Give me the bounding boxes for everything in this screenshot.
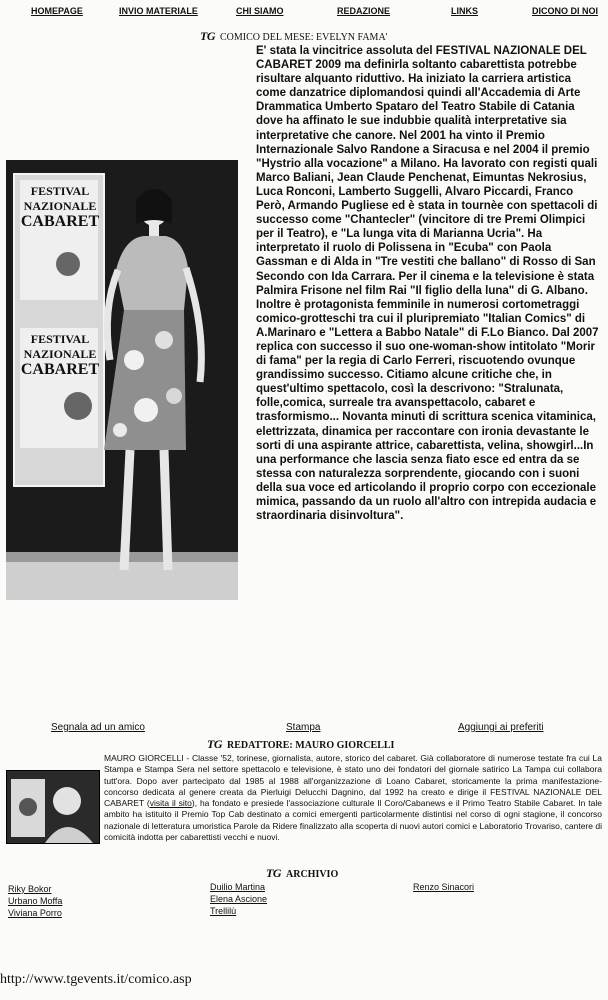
editor-illustration [7,771,99,843]
nav-chi-siamo[interactable]: CHI SIAMO [236,6,284,16]
tg-logo: TG [200,29,215,43]
archivio-header-text: ARCHIVIO [286,869,339,880]
main-article-text: E' stata la vincitrice assoluta del FESTIVAL NAZIONALE DEL CABARET 2009 ma definirla soltanto cabarettista potrebbe risultare alquanto riduttivo. Ha iniziato la carriera artistica come danzatrice diplomandosi quindi all'Accademia di Arte Drammatica Umberto Spataro del Teatro Stabile di Catania dove ha affinato le sue indubbie qualità interpretative sia interpretative che canore. Nel 2001 ha vinto il Premio Internazionale Salvo Randone a Siracusa e nel 2004 il premio "Hystrio alla vocazione" a Milano. Ha lavorato con registi quali Marco Baliani, Jean Claude Penchenat, Eimuntas Nekrosius, Luca Ronconi, Lamberto Suggelli, Alvaro Piccardi, Franco Però, Armando Pugliese ed è stata in tournèe con spettacoli di successo come "Chantecler" (vincitore di tre Premi Olimpici per il Teatro), e "La lunga vita di Marianna Ucria". Ha interpretato il ruolo di Polissena in "Ecuba" con Paola Gassman e di Alda in "Tre vestiti che ballano" di Rosso di San Secondo con Ida Carrara. Per il cinema e la televisione è stata Palmira Frisone nel film Rai "Il figlio della luna" di G. Albano. Inoltre è protagonista femminile in numerosi cortometraggi comico-grotteschi tra cui il pluripremiato "Italian Comics" di A.Marinaro e "Lettera a Babbo Natale" di F.Lo Bianco. Dal 2007 replica con successo il suo one-woman-show intitolato "Morir di fama" per la regia di Carlo Ferreri, riscuotendo ovunque grandissimo successo. Citiamo alcune critiche che, in quest'ultimo spettacolo, così la descrivono: "Stralunata, folle,comica, surreale tra avanspettacolo, cabaret e trasformismo... Novanta minuti di scrittura scenica vitaminica, elettrizzata, dinamica per raccontare con ironia devastante le sorti di una aspirante attrice, cabarettista, velina, showgirl...In una performance che lascia senza fiato esce ed entra da se stessa con naturalezza sorprendente, giocando con i suoni della sua voce ed articolando il proprio corpo con eccezionale mimica, passando da un ruolo all'altro con intrepida audacia e straordinaria disinvoltura". [256,45,599,523]
archive-link[interactable]: Viviana Porro [8,908,62,918]
poster-text-line: FESTIVAL [30,184,90,198]
editor-bio-text: MAURO GIORCELLI - Classe '52, torinese, giornalista, autore, storico del cabaret. Già collaboratore di numerose testate fra cui La Stampa e Stampa Sera nel settore spettacolo e televisione, è stato uno dei fondatori del giornale satirico La Tampa cui collabora tutt'ora. Dopo aver partecipato dal 1985 al 1988 all'organizzazione di Loano Cabaret, storicamente la prima manifestazione-concorso dedicata al genere creata da Pierluigi Delucchi Dagnino, dal 1992 ha creato e dirige il FESTIVAL NAZIONALE DEL CABARET ( [104,753,602,809]
segnala-link[interactable]: Segnala ad un amico [51,722,145,733]
stampa-link[interactable]: Stampa [286,722,321,733]
comico-header [200,29,387,44]
editor-bio [104,753,602,843]
editor-bio-text-cont: ), ha fondato e presiede l'associazione culturale Il Coro/Cabanews e il Primo Teatro Stabile Cabaret. In tale ambito ha istituito il Premio Top Cab destinato a comici emergenti particolarmente distintisi nel corso di ogni stagione, il concorso nazionale di letteratura umoristica Parole da Ridere finalizzato alla scoperta di nuovi autori comici e Laboratorio Trovariso, cantere di comicità indotta per cabarettisti vecchi e nuovi. [104,798,602,843]
nav-redazione[interactable]: REDAZIONE [337,6,391,16]
redattore-header [207,737,394,752]
archive-link[interactable]: Riky Bokor [8,884,52,894]
poster-text-line: NAZIONALE [23,347,97,361]
nav-homepage[interactable]: HOMEPAGE [31,6,83,16]
editor-photo [6,770,100,844]
poster-banner [20,184,100,229]
visit-site-link[interactable]: visita il sito [149,798,192,809]
archive-link[interactable]: Duilio Martina [210,882,266,892]
archive-link[interactable]: Urbano Moffa [8,896,63,906]
nav-links[interactable]: LINKS [451,6,478,16]
poster-text-line: FESTIVAL [30,332,90,346]
poster-text-line: CABARET [20,361,100,378]
poster-banner [20,332,100,377]
tg-logo: TG [266,866,281,880]
archive-link[interactable]: Elena Ascione [210,894,268,904]
poster-text-line: NAZIONALE [23,199,97,213]
archivio-header [266,866,338,881]
comico-header-text: COMICO DEL MESE: EVELYN FAMA' [220,32,388,43]
page-url: http://www.tgevents.it/comico.asp [0,972,192,987]
preferiti-link[interactable]: Aggiungi ai preferiti [458,722,544,733]
archive-link[interactable]: Renzo Sinacori [413,882,475,892]
comedian-photo [6,160,238,600]
archive-link[interactable]: Trellilù [210,906,237,916]
tg-logo: TG [207,737,222,751]
poster-text-line: CABARET [20,213,100,230]
nav-dicono-di-noi[interactable]: DICONO DI NOI [532,6,599,16]
redattore-header-text: REDATTORE: MAURO GIORCELLI [227,740,395,751]
nav-invio-materiale[interactable]: INVIO MATERIALE [119,6,198,16]
